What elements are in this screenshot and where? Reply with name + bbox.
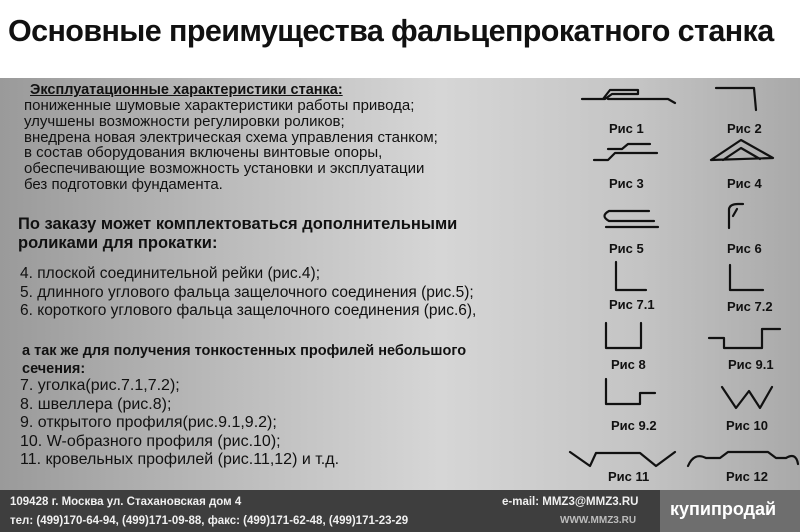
- profile-7-2-icon: [730, 265, 763, 290]
- profile-3-icon: [594, 144, 657, 160]
- section-3-item: 9. открытого профиля(рис.9.1,9.2);: [20, 414, 277, 432]
- figure-label: Рис 11: [608, 469, 650, 484]
- figure-label: Рис 12: [726, 469, 768, 484]
- figure-label: Рис 2: [727, 121, 762, 136]
- figure-label: Рис 7.2: [727, 299, 773, 314]
- section-3-item: 11. кровельных профилей (рис.11,12) и т.д.: [20, 451, 340, 469]
- profile-10-icon: [722, 387, 772, 408]
- section-1-line: без подготовки фундамента.: [24, 175, 223, 193]
- page-title: Основные преимущества фальцепрокатного станка: [8, 14, 774, 48]
- figure-label: Рис 9.1: [728, 357, 774, 372]
- section-2-heading-line: роликами для прокатки:: [18, 234, 218, 252]
- section-3-item: 8. швеллера (рис.8);: [20, 395, 172, 413]
- footer-phones: тел: (499)170-64-94, (499)171-09-88, факс: (499)171-62-48, (499)171-23-29: [10, 515, 409, 527]
- footer-email[interactable]: e-mail: MMZ3@MMZ3.RU: [502, 496, 639, 508]
- profile-8-icon: [606, 323, 641, 348]
- section-2-item: 5. длинного углового фальца защелочного соединения (рис.5);: [20, 283, 474, 301]
- section-3-heading-line: а так же для получения тонкостенных профилей небольшого: [22, 343, 467, 359]
- profile-4-icon: [711, 140, 773, 160]
- profile-7-1-icon: [616, 262, 646, 290]
- section-2-item: 4. плоской соединительной рейки (рис.4);: [20, 265, 321, 282]
- section-1-line: в состав оборудования включены винтовые опоры,: [24, 144, 383, 162]
- section-3-item: 7. уголка(рис.7.1,7.2);: [20, 377, 180, 394]
- profile-9-2-icon: [606, 379, 655, 404]
- profile-5-icon: [605, 211, 659, 227]
- figure-label: Рис 1: [609, 121, 644, 136]
- figure-label: Рис 5: [609, 241, 644, 256]
- footer-website[interactable]: WWW.MMZ3.RU: [560, 515, 637, 526]
- section-1-line: обеспечивающие возможность установки и эксплуатации: [24, 160, 425, 178]
- profile-6-icon: [729, 204, 743, 228]
- section-3-heading-line: сечения:: [22, 361, 86, 377]
- profile-12-icon: [688, 452, 798, 466]
- figure-label: Рис 10: [726, 418, 768, 433]
- profile-1-icon: [582, 90, 675, 103]
- profile-9-1-icon: [709, 329, 780, 348]
- profile-11-icon: [570, 452, 675, 466]
- section-1-line: внедрена новая электрическая схема управления станком;: [24, 128, 438, 146]
- figure-label: Рис 9.2: [611, 418, 657, 433]
- figure-label: Рис 7.1: [609, 297, 655, 312]
- footer-address: 109428 г. Москва ул. Стахановская дом 4: [10, 496, 242, 508]
- section-2-item: 6. короткого углового фальца защелочного соединения (рис.6),: [20, 302, 477, 319]
- section-2-heading-line: По заказу может комплектоваться дополнительными: [18, 215, 458, 233]
- section-3-item: 10. W-образного профиля (рис.10);: [20, 432, 281, 450]
- figure-label: Рис 6: [727, 241, 762, 256]
- watermark-text: купипродай: [670, 499, 777, 519]
- section-1-line: улучшены возможности регулировки роликов;: [24, 112, 345, 130]
- figure-label: Рис 4: [727, 176, 762, 191]
- profile-2-icon: [716, 88, 756, 110]
- section-1-heading: Эксплуатационные характеристики станка:: [30, 82, 343, 98]
- section-1-line: пониженные шумовые характеристики работы привода;: [24, 97, 415, 114]
- figure-label: Рис 3: [609, 176, 644, 191]
- watermark-badge: [660, 490, 800, 532]
- figure-label: Рис 8: [611, 357, 646, 372]
